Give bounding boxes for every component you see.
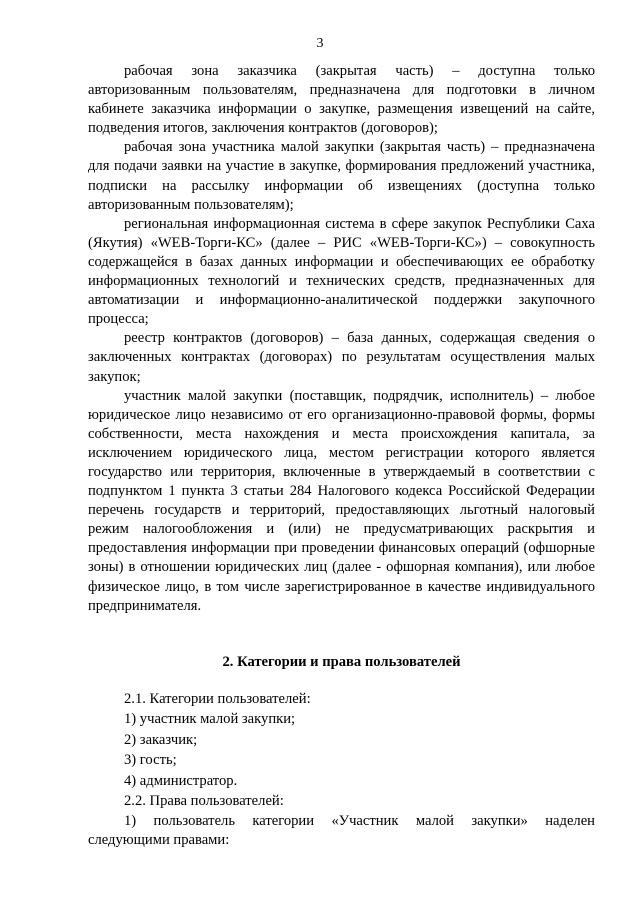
definition-paragraph-regional-system: региональная информационная система в сфере закупок Республики Саха (Якутия) «WEB-Торги-КС» (далее – РИС «WEB-Торги-КС») – совокупность содержащейся в базах данных информации и обеспечивающих ее обработку информационных технологий и технических средств, предназначенных для автоматизации и информационно-аналитической поддержки закупочного процесса;: [88, 215, 595, 328]
page-number: 3: [316, 36, 324, 51]
definition-paragraph-contract-registry: реестр контрактов (договоров) – база данных, содержащая сведения о заключенных контрактах (договорах) по результатам осуществления малых закупок;: [88, 330, 595, 385]
section-heading: 2. Категории и права пользователей: [222, 653, 461, 670]
category-item-guest: 3) гость;: [124, 752, 177, 769]
definition-paragraph-client-zone: рабочая зона заказчика (закрытая часть) – доступна только авторизованным пользователям, предназначена для подготовки в личном кабинете заказчика информации о закупке, размещения извещений на сайте, подведения итогов, заключения контрактов (договоров);: [88, 63, 595, 137]
rights-paragraph: 1) пользователь категории «Участник малой закупки» наделен следующими правами:: [88, 812, 595, 848]
category-item-participant: 1) участник малой закупки;: [124, 711, 296, 728]
category-item-administrator: 4) администратор.: [124, 772, 238, 789]
category-item-customer: 2) заказчик;: [124, 731, 198, 748]
definition-paragraph-participant: участник малой закупки (поставщик, подрядчик, исполнитель) – любое юридическое лицо независимо от его организационно-правовой формы, формы собственности, места нахождения и места происхождения капитала, за исключением юридического лица, местом регистрации которого является государство или территория, включенные в утверждаемый в соответствии с подпунктом 1 пункта 3 статьи 284 Налогового кодекса Российской Федерации перечень государств и территорий, предоставляющих льготный налоговый режим налогообложения и (или) не предусматривающих раскрытия и предоставления информации при проведении финансовых операций (офшорные зоны) в отношении юридических лиц (далее - офшорная компания), или любое физическое лицо, в том числе зарегистрированное в качестве индивидуального предпринимателя.: [88, 387, 595, 614]
definition-paragraph-participant-zone: рабочая зона участника малой закупки (закрытая часть) – предназначена для подачи заявки на участие в закупке, формирования предложений участника, подписки на рассылку информации об извещениях (доступна только авторизованным пользователям);: [88, 139, 595, 213]
section-line-categories: 2.1. Категории пользователей:: [124, 690, 311, 707]
document-body: [88, 62, 595, 850]
section-line-rights: 2.2. Права пользователей:: [124, 793, 284, 810]
